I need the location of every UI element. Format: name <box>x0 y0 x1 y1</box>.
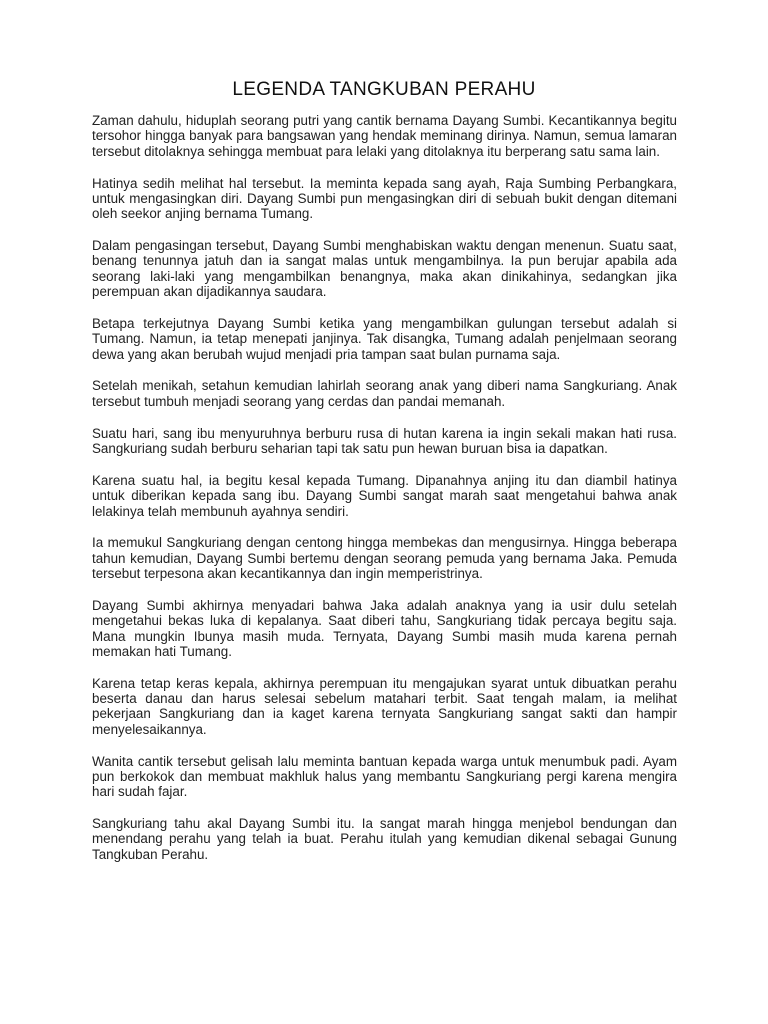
paragraph-8: Ia memukul Sangkuriang dengan centong hingga membekas dan mengusirnya. Hingga beberapa tahun kemudian, Dayang Sumbi bertemu dengan seorang pemuda yang bernama Jaka. Pemuda tersebut terpesona akan kecantikannya dan ingin memperistrinya. <box>92 535 677 582</box>
paragraph-5: Setelah menikah, setahun kemudian lahirlah seorang anak yang diberi nama Sangkuriang. Anak tersebut tumbuh menjadi seorang yang cerdas dan pandai memanah. <box>92 378 677 409</box>
paragraph-11: Wanita cantik tersebut gelisah lalu meminta bantuan kepada warga untuk menumbuk padi. Ayam pun berkokok dan membuat makhluk halus yang membantu Sangkuriang pergi karena mengira hari sudah fajar. <box>92 753 677 800</box>
paragraph-2: Hatinya sedih melihat hal tersebut. Ia meminta kepada sang ayah, Raja Sumbing Perbangkara, untuk mengasingkan diri. Dayang Sumbi pun mengasingkan diri di sebuah bukit dengan ditemani oleh seekor anjing bernama Tumang. <box>92 175 677 222</box>
document-title: LEGENDA TANGKUBAN PERAHU <box>232 79 536 100</box>
paragraph-3: Dalam pengasingan tersebut, Dayang Sumbi menghabiskan waktu dengan menenun. Suatu saat, benang tenunnya jatuh dan ia sangat malas untuk mengambilnya. Ia pun berujar apabila ada seorang laki-laki yang mengambilkan benangnya, maka akan dinikahinya, sedangkan jika perempuan akan dijadikannya saudara. <box>92 238 677 300</box>
paragraph-9: Dayang Sumbi akhirnya menyadari bahwa Jaka adalah anaknya yang ia usir dulu setelah mengetahui bekas luka di kepalanya. Saat diberi tahu, Sangkuriang tidak percaya begitu saja. Mana mungkin Ibunya masih muda. Ternyata, Dayang Sumbi masih muda karena pernah memakan hati Tumang. <box>92 597 677 659</box>
paragraph-12: Sangkuriang tahu akal Dayang Sumbi itu. Ia sangat marah hingga menjebol bendungan dan menendang perahu yang telah ia buat. Perahu itulah yang kemudian dikenal sebagai Gunung Tangkuban Perahu. <box>92 816 677 862</box>
paragraph-10: Karena tetap keras kepala, akhirnya perempuan itu mengajukan syarat untuk dibuatkan perahu beserta danau dan harus selesai sebelum matahari terbit. Saat tengah malam, ia melihat pekerjaan Sangkuriang dan ia kaget karena ternyata Sangkuriang sangat sakti dan hampir menyelesaikannya. <box>92 675 677 737</box>
paragraph-1: Zaman dahulu, hiduplah seorang putri yang cantik bernama Dayang Sumbi. Kecantikannya begitu tersohor hingga banyak para bangsawan yang hendak meminang dirinya. Namun, semua lamaran tersebut ditolaknya sehingga membuat para lelaki yang ditolaknya itu berperang satu sama lain. <box>92 113 677 159</box>
document-body <box>92 113 677 879</box>
paragraph-7: Karena suatu hal, ia begitu kesal kepada Tumang. Dipanahnya anjing itu dan diambil hatinya untuk diberikan kepada sang ibu. Dayang Sumbi sangat marah saat mengetahui bahwa anak lelakinya telah membunuh ayahnya sendiri. <box>92 472 677 519</box>
paragraph-6: Suatu hari, sang ibu menyuruhnya berburu rusa di hutan karena ia ingin sekali makan hati rusa. Sangkuriang sudah berburu seharian tapi tak satu pun hewan buruan bisa ia dapatkan. <box>92 425 677 456</box>
paragraph-4: Betapa terkejutnya Dayang Sumbi ketika yang mengambilkan gulungan tersebut adalah si Tumang. Namun, ia tetap menepati janjinya. Tak disangka, Tumang adalah penjelmaan seorang dewa yang akan berubah wujud menjadi pria tampan saat bulan purnama saja. <box>92 315 677 362</box>
